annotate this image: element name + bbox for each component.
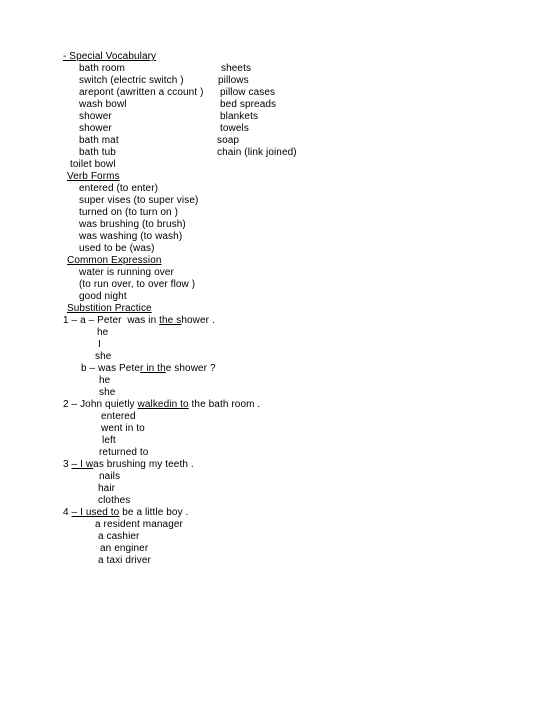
verb-forms-heading: Verb Forms xyxy=(67,171,120,182)
exercise-text: 2 – John quietly xyxy=(63,399,138,410)
substitution-word: left xyxy=(102,435,116,446)
verb-form-item: was brushing (to brush) xyxy=(79,219,186,230)
common-expression-heading: Common Expression xyxy=(67,255,162,266)
exercise-underlined: r in th xyxy=(140,363,166,374)
vocab-left-item: shower xyxy=(79,111,112,122)
substitution-word: entered xyxy=(101,411,136,422)
vocab-left-item: shower xyxy=(79,123,112,134)
vocab-left-item: bath room xyxy=(79,63,125,74)
vocab-left-item: switch (electric switch ) xyxy=(79,75,184,86)
substitution-practice-heading: Substition Practice xyxy=(67,303,152,314)
substitution-word: he xyxy=(97,327,109,338)
exercise-1-sentence xyxy=(63,315,215,327)
substitution-word: a resident manager xyxy=(95,519,183,530)
substitution-word: I xyxy=(98,339,101,350)
vocab-right-item: soap xyxy=(217,135,240,146)
exercise-4-sentence xyxy=(63,507,188,519)
vocab-left-item: arepont (awritten a ccount ) xyxy=(79,87,204,98)
exercise-text: 4 xyxy=(63,507,72,518)
exercise-3-sentence xyxy=(63,459,194,471)
exercise-text: b – was Pete xyxy=(81,363,141,374)
verb-form-item: was washing (to wash) xyxy=(79,231,183,242)
vocab-right-item: chain (link joined) xyxy=(217,147,297,158)
exercise-underlined: the s xyxy=(159,315,182,326)
exercise-text: 3 xyxy=(63,459,72,470)
vocab-right-item: bed spreads xyxy=(220,99,277,110)
expression-item: (to run over, to over flow ) xyxy=(79,279,196,290)
substitution-word: went in to xyxy=(101,423,145,434)
verb-form-item: entered (to enter) xyxy=(79,183,159,194)
substitution-word: clothes xyxy=(98,495,131,506)
verb-form-item: used to be (was) xyxy=(79,243,155,254)
substitution-word: an enginer xyxy=(100,543,149,554)
substitution-word: hair xyxy=(98,483,116,494)
vocab-left-item: bath tub xyxy=(79,147,116,158)
vocab-left-item: wash bowl xyxy=(79,99,127,110)
substitution-word: nails xyxy=(99,471,121,482)
verb-form-item: super vises (to super vise) xyxy=(79,195,199,206)
vocab-left-item: bath mat xyxy=(79,135,119,146)
vocab-right-item: blankets xyxy=(220,111,259,122)
substitution-word: he xyxy=(99,375,111,386)
exercise-text: hower . xyxy=(181,315,215,326)
substitution-word: she xyxy=(99,387,116,398)
exercise-text: the bath room . xyxy=(188,399,261,410)
exercise-2-sentence xyxy=(63,399,260,411)
verb-form-item: turned on (to turn on ) xyxy=(79,207,179,218)
exercise-text: be a little boy . xyxy=(119,507,189,518)
vocab-right-item: towels xyxy=(220,123,249,134)
vocab-extra-item: toilet bowl xyxy=(70,159,116,170)
exercise-1b-sentence xyxy=(81,363,216,375)
substitution-word: she xyxy=(95,351,112,362)
expression-item: water is running over xyxy=(79,267,174,278)
exercise-text: e shower ? xyxy=(165,363,216,374)
exercise-text: as brushing my teeth . xyxy=(93,459,194,470)
exercise-underlined: – I w xyxy=(71,459,94,470)
exercise-underlined: walkedin to xyxy=(137,399,189,410)
vocab-right-item: sheets xyxy=(221,63,252,74)
substitution-word: returned to xyxy=(99,447,149,458)
substitution-word: a taxi driver xyxy=(98,555,151,566)
vocab-right-item: pillows xyxy=(218,75,249,86)
exercise-underlined: – I used to xyxy=(71,507,120,518)
vocab-right-item: pillow cases xyxy=(220,87,276,98)
substitution-word: a cashier xyxy=(98,531,140,542)
vocab-heading: - Special Vocabulary xyxy=(63,51,157,62)
exercise-text: 1 – a – Peter was in xyxy=(63,315,160,326)
expression-item: good night xyxy=(79,291,127,302)
